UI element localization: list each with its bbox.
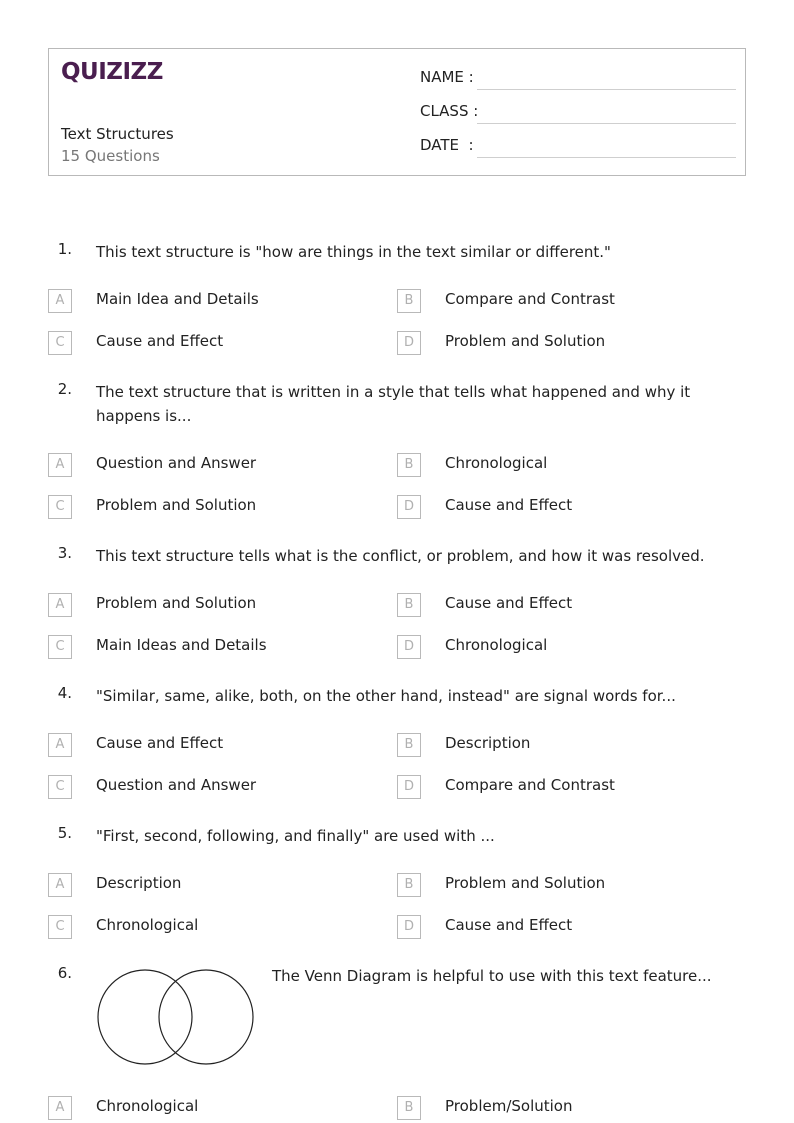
- question-text: "First, second, following, and finally" are used with ...: [96, 827, 495, 845]
- option-letter-box[interactable]: A: [48, 733, 72, 757]
- option-text: Problem and Solution: [445, 874, 606, 892]
- option-letter-box[interactable]: D: [397, 495, 421, 519]
- option-text: Description: [96, 874, 182, 892]
- question-number: 6.: [57, 964, 72, 982]
- option-text: Chronological: [445, 636, 548, 654]
- class-line[interactable]: [477, 123, 736, 124]
- option-text: Cause and Effect: [96, 332, 224, 350]
- option-letter-box[interactable]: B: [397, 873, 421, 897]
- option-letter-box[interactable]: C: [48, 915, 72, 939]
- option-letter-box[interactable]: B: [397, 1096, 421, 1120]
- option-text: Question and Answer: [96, 776, 257, 794]
- venn-left-circle: [98, 970, 192, 1064]
- option-letter-box[interactable]: B: [397, 289, 421, 313]
- date-field[interactable]: [420, 136, 736, 158]
- option-letter-box[interactable]: B: [397, 733, 421, 757]
- name-field[interactable]: [420, 68, 736, 90]
- question-text: The text structure that is written in a style that tells what happened and why it happens is...: [96, 383, 691, 425]
- option-text: Problem and Solution: [96, 496, 257, 514]
- option-letter-box[interactable]: A: [48, 873, 72, 897]
- option-letter-box[interactable]: B: [397, 453, 421, 477]
- worksheet-title: Text Structures: [61, 125, 174, 143]
- option-text: Cause and Effect: [96, 734, 224, 752]
- option-text: Question and Answer: [96, 454, 257, 472]
- option-text: Description: [445, 734, 531, 752]
- option-text: Cause and Effect: [445, 496, 573, 514]
- question-number: 5.: [57, 824, 72, 842]
- option-text: Chronological: [445, 454, 548, 472]
- option-text: Main Ideas and Details: [96, 636, 267, 654]
- option-text: Compare and Contrast: [445, 290, 615, 308]
- question-text: This text structure tells what is the conflict, or problem, and how it was resolved.: [96, 547, 705, 565]
- option-text: Compare and Contrast: [445, 776, 615, 794]
- class-label: CLASS :: [420, 102, 479, 120]
- question-text: The Venn Diagram is helpful to use with this text feature...: [272, 967, 712, 985]
- worksheet-header: [48, 48, 746, 176]
- question-number: 3.: [57, 544, 72, 562]
- class-field[interactable]: [420, 102, 736, 124]
- venn-right-circle: [159, 970, 253, 1064]
- option-letter-box[interactable]: D: [397, 635, 421, 659]
- option-letter-box[interactable]: A: [48, 453, 72, 477]
- name-line[interactable]: [477, 89, 736, 90]
- option-letter-box[interactable]: C: [48, 775, 72, 799]
- option-letter-box[interactable]: A: [48, 289, 72, 313]
- question-text: This text structure is "how are things in the text similar or different.": [96, 243, 611, 261]
- question-number: 2.: [57, 380, 72, 398]
- option-letter-box[interactable]: C: [48, 635, 72, 659]
- date-label: DATE :: [420, 136, 474, 154]
- option-text: Problem and Solution: [96, 594, 257, 612]
- option-text: Problem and Solution: [445, 332, 606, 350]
- name-label: NAME :: [420, 68, 474, 86]
- brand-logo: QUIZIZZ: [61, 59, 163, 85]
- option-letter-box[interactable]: C: [48, 495, 72, 519]
- date-line[interactable]: [477, 157, 736, 158]
- question-count: 15 Questions: [61, 147, 160, 165]
- option-letter-box[interactable]: B: [397, 593, 421, 617]
- option-letter-box[interactable]: A: [48, 593, 72, 617]
- option-text: Cause and Effect: [445, 594, 573, 612]
- venn-diagram-image: [96, 965, 256, 1069]
- option-letter-box[interactable]: C: [48, 331, 72, 355]
- option-letter-box[interactable]: D: [397, 915, 421, 939]
- option-text: Chronological: [96, 1097, 199, 1115]
- option-text: Main Idea and Details: [96, 290, 259, 308]
- option-letter-box[interactable]: D: [397, 331, 421, 355]
- option-letter-box[interactable]: D: [397, 775, 421, 799]
- question-number: 4.: [57, 684, 72, 702]
- option-text: Cause and Effect: [445, 916, 573, 934]
- question-text: "Similar, same, alike, both, on the other hand, instead" are signal words for...: [96, 687, 676, 705]
- option-text: Problem/Solution: [445, 1097, 573, 1115]
- question-number: 1.: [57, 240, 72, 258]
- option-letter-box[interactable]: A: [48, 1096, 72, 1120]
- option-text: Chronological: [96, 916, 199, 934]
